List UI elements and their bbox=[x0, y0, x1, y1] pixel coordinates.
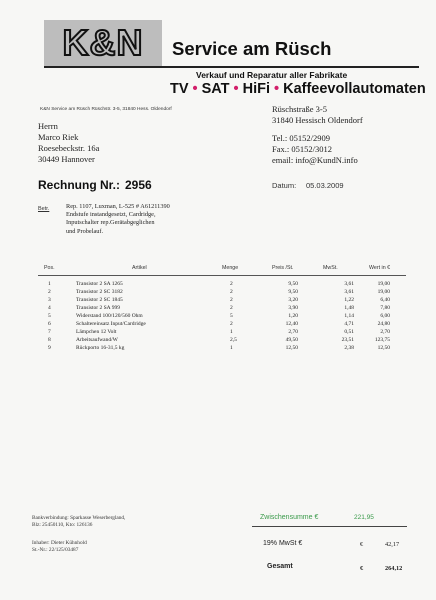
subject-text bbox=[66, 203, 170, 236]
company-email: email: info@KundN.info bbox=[272, 155, 358, 165]
cell-tax: 1,14 bbox=[344, 313, 354, 319]
cell-tax: 3,61 bbox=[344, 281, 354, 287]
owner-line: St.-Nr.: 22/125/03487 bbox=[32, 547, 79, 553]
recipient-street: Roesebeckstr. 16a bbox=[38, 143, 100, 153]
cell-total: 6,00 bbox=[380, 313, 390, 319]
bullet-dot-icon: • bbox=[233, 81, 239, 97]
company-logo bbox=[44, 20, 162, 66]
cell-price: 2,70 bbox=[288, 329, 298, 335]
recipient-name: Marco Riek bbox=[38, 132, 79, 142]
cell-total: 7,80 bbox=[380, 305, 390, 311]
subject-label: Betr. bbox=[38, 206, 50, 212]
cell-qty: 2 bbox=[230, 297, 233, 303]
total-label: Gesamt bbox=[267, 563, 293, 570]
cell-price: 3,20 bbox=[288, 297, 298, 303]
column-header-article: Artikel bbox=[132, 265, 147, 271]
cell-total: 6,40 bbox=[380, 297, 390, 303]
cell-qty: 2 bbox=[230, 289, 233, 295]
owner-line: Inhaber: Dieter Kühnhold bbox=[32, 540, 87, 546]
cell-pos: 4 bbox=[48, 305, 51, 311]
subject-line: Rep. 1107, Luxman, L-525 # A61211390 bbox=[66, 203, 170, 210]
subject-line: Inputschalter rep.Gerätabgeglichen bbox=[66, 219, 155, 227]
tax-currency: € bbox=[360, 541, 364, 548]
company-contact bbox=[272, 104, 363, 166]
column-header-qty: Menge bbox=[222, 265, 239, 271]
cell-qty: 2 bbox=[230, 321, 233, 327]
cell-qty: 1 bbox=[230, 329, 233, 335]
bullet-dot-icon: • bbox=[192, 81, 198, 97]
cell-article: Transistor 2 SA 999 bbox=[76, 305, 120, 311]
bank-details bbox=[32, 515, 125, 529]
cell-total: 2,70 bbox=[380, 329, 390, 335]
cell-tax: 23,51 bbox=[341, 337, 354, 343]
cell-tax: 4,71 bbox=[344, 321, 354, 327]
cell-pos: 3 bbox=[48, 297, 51, 303]
cell-pos: 8 bbox=[48, 337, 51, 343]
table-header-divider bbox=[38, 275, 406, 276]
subtotal-value: 221,95 bbox=[354, 514, 374, 521]
cell-article: Lämpchen 12 Volt bbox=[76, 329, 117, 335]
cell-article: Transistor 2 SC 3182 bbox=[76, 289, 123, 295]
company-street: Rüschstraße 3-5 bbox=[272, 104, 328, 114]
bullet-dot-icon: • bbox=[274, 81, 280, 97]
table-row bbox=[0, 345, 436, 353]
recipient-city: 30449 Hannover bbox=[38, 154, 95, 164]
header-divider bbox=[44, 66, 419, 68]
cell-pos: 7 bbox=[48, 329, 51, 335]
cell-total: 19,00 bbox=[377, 289, 390, 295]
services-line bbox=[170, 81, 426, 97]
cell-tax: 0,51 bbox=[344, 329, 354, 335]
cell-pos: 2 bbox=[48, 289, 51, 295]
bank-line: Blz: 25450110, Kto: 126136 bbox=[32, 522, 93, 528]
cell-price: 12,40 bbox=[285, 321, 298, 327]
cell-total: 19,00 bbox=[377, 281, 390, 287]
cell-qty: 2 bbox=[230, 281, 233, 287]
tax-value: 42,17 bbox=[385, 541, 400, 548]
cell-article: Schaltereinsatz Input/Cardridge bbox=[76, 321, 146, 327]
cell-tax: 1,22 bbox=[344, 297, 354, 303]
service-tv: TV bbox=[170, 81, 189, 97]
invoice-label: Rechnung Nr.: bbox=[38, 178, 121, 192]
table-row bbox=[0, 329, 436, 337]
company-fax: Fax.: 05152/3012 bbox=[272, 144, 332, 154]
table-row bbox=[0, 321, 436, 329]
cell-article: Transistor 2 SC 1845 bbox=[76, 297, 123, 303]
cell-price: 49,50 bbox=[285, 337, 298, 343]
table-row bbox=[0, 305, 436, 313]
cell-qty: 1 bbox=[230, 345, 233, 351]
cell-tax: 3,61 bbox=[344, 289, 354, 295]
table-row bbox=[0, 281, 436, 289]
bank-line: Bankverbindung: Sparkasse Weserbergland, bbox=[32, 515, 126, 521]
company-name: Service am Rüsch bbox=[172, 38, 332, 59]
company-city: 31840 Hessisch Oldendorf bbox=[272, 115, 363, 125]
cell-qty: 2,5 bbox=[230, 337, 237, 343]
cell-price: 9,50 bbox=[288, 289, 298, 295]
cell-pos: 9 bbox=[48, 345, 51, 351]
service-coffee: Kaffeevollautomaten bbox=[283, 81, 426, 97]
column-header-total: Wert in € bbox=[369, 265, 391, 271]
logo-text: K&N bbox=[62, 22, 144, 63]
table-row bbox=[0, 289, 436, 297]
column-header-tax: MwSt. bbox=[323, 265, 338, 271]
column-header-pos: Pos. bbox=[44, 265, 55, 271]
cell-total: 24,80 bbox=[377, 321, 390, 327]
total-currency: € bbox=[360, 565, 364, 572]
column-header-price: Preis /St. bbox=[272, 265, 294, 271]
table-row bbox=[0, 313, 436, 321]
subject-line: Endstufe instandgesetzt, Cardridge, bbox=[66, 211, 156, 219]
sender-return-address: K&N Service am Rüsch Rüschstr. 3-5, 31840 Hess. Oldendorf bbox=[40, 107, 172, 112]
cell-article: Transistor 2 SA 1265 bbox=[76, 281, 123, 287]
table-row bbox=[0, 337, 436, 345]
date-label: Datum: bbox=[272, 181, 297, 190]
owner-details bbox=[32, 540, 87, 554]
subject-line: und Probelauf. bbox=[66, 227, 104, 235]
cell-pos: 5 bbox=[48, 313, 51, 319]
total-value: 264,12 bbox=[385, 565, 403, 572]
cell-pos: 6 bbox=[48, 321, 51, 327]
cell-total: 123,75 bbox=[374, 337, 390, 343]
cell-price: 1,20 bbox=[288, 313, 298, 319]
totals-divider bbox=[252, 526, 407, 527]
service-hifi: HiFi bbox=[242, 81, 271, 97]
cell-article: Rückporto 16-31,5 kg bbox=[76, 345, 125, 351]
company-tagline: Verkauf und Reparatur aller Fabrikate bbox=[196, 70, 348, 80]
tax-label: 19% MwSt € bbox=[263, 540, 303, 547]
cell-tax: 1,48 bbox=[344, 305, 354, 311]
cell-qty: 2 bbox=[230, 305, 233, 311]
recipient-address bbox=[38, 121, 99, 165]
cell-price: 12,50 bbox=[285, 345, 298, 351]
invoice-number: 2956 bbox=[125, 178, 152, 192]
cell-article: Widerstand 100/120/560 Ohm bbox=[76, 313, 143, 319]
company-tel: Tel.: 05152/2909 bbox=[272, 133, 330, 143]
invoice-date: 05.03.2009 bbox=[306, 181, 344, 190]
cell-article: Arbeitsaufwand/W bbox=[76, 337, 118, 343]
cell-qty: 5 bbox=[230, 313, 233, 319]
subtotal-label: Zwischensumme € bbox=[260, 514, 319, 521]
cell-price: 3,90 bbox=[288, 305, 298, 311]
service-sat: SAT bbox=[201, 81, 230, 97]
recipient-salutation: Herrn bbox=[38, 121, 58, 131]
cell-pos: 1 bbox=[48, 281, 51, 287]
cell-total: 12,50 bbox=[377, 345, 390, 351]
cell-tax: 2,38 bbox=[344, 345, 354, 351]
table-row bbox=[0, 297, 436, 305]
cell-price: 9,50 bbox=[288, 281, 298, 287]
